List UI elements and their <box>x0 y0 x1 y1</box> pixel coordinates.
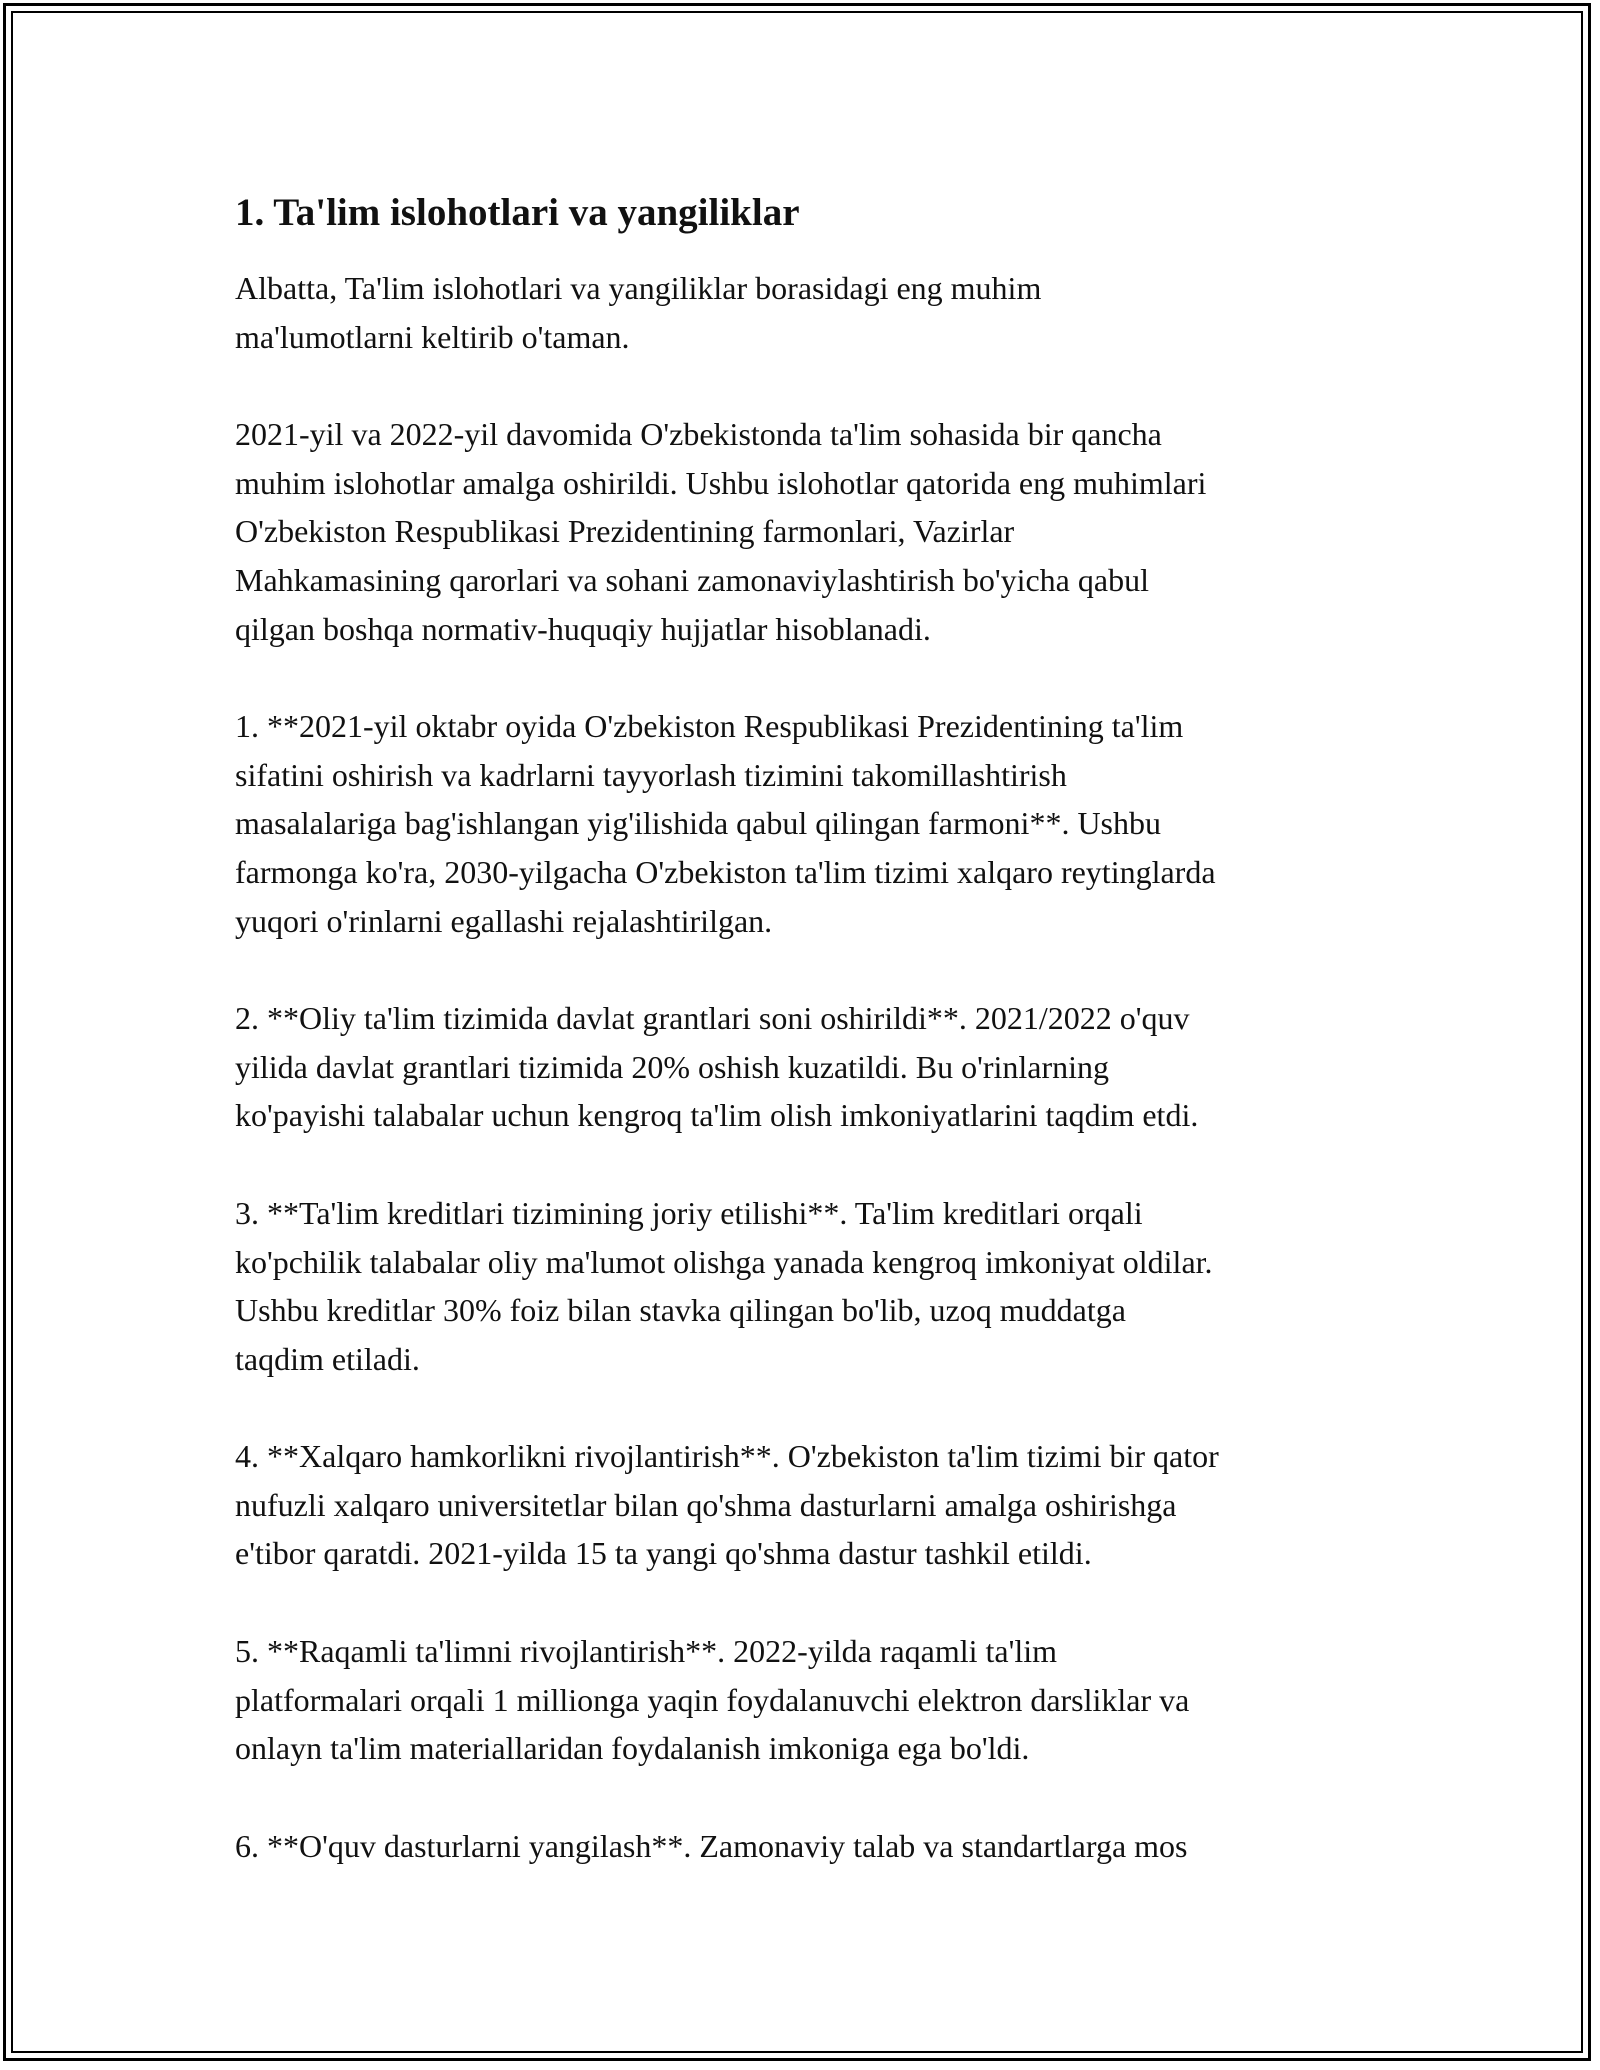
list-item-4: 4. **Xalqaro hamkorlikni rivojlantirish**. O'zbekiston ta'lim tizimi bir qator nufuzli xalqaro universitetlar bilan qo'shma dasturlarni amalga oshirishga e'tibor qaratdi. 2021-yilda 15 ta yangi qo'shma dastur tashkil etildi. <box>235 1438 1219 1572</box>
overview-paragraph: 2021-yil va 2022-yil davomida O'zbekistonda ta'lim sohasida bir qancha muhim islohotlar amalga oshirildi. Ushbu islohotlar qatorida eng muhimlari O'zbekiston Respublikasi Prezidentining farmonlari, Vazirlar Mahkamasining qarorlari va sohani zamonaviylashtirish bo'yicha qabul qilgan boshqa normativ-huquqiy hujjatlar hisoblanadi. <box>235 416 1207 647</box>
list-item-6: 6. **O'quv dasturlarni yangilash**. Zamonaviy talab va standartlarga mos <box>235 1827 1188 1864</box>
document-body <box>235 184 1375 1919</box>
section-heading: 1. Ta'lim islohotlari va yangiliklar <box>235 191 800 234</box>
list-item-5: 5. **Raqamli ta'limni rivojlantirish**. 2022-yilda raqamli ta'lim platformalari orqali 1 millionga yaqin foydalanuvchi elektron darsliklar va onlayn ta'lim materiallaridan foydalanish imkoniga ega bo'ldi. <box>235 1633 1190 1767</box>
list-item-3: 3. **Ta'lim kreditlari tizimining joriy etilishi**. Ta'lim kreditlari orqali ko'pchilik talabalar oliy ma'lumot olishga yanada kengroq imkoniyat oldilar. Ushbu kreditlar 30% foiz bilan stavka qilingan bo'lib, uzoq muddatga taqdim etiladi. <box>235 1194 1213 1377</box>
list-item-2: 2. **Oliy ta'lim tizimida davlat grantlari soni oshirildi**. 2021/2022 o'quv yilida davlat grantlari tizimida 20% oshish kuzatildi. Bu o'rinlarning ko'payishi talabalar uchun kengroq ta'lim olish imkoniyatlarini taqdim etdi. <box>235 1000 1199 1134</box>
intro-paragraph: Albatta, Ta'lim islohotlari va yangiliklar borasidagi eng muhim ma'lumotlarni keltirib o'taman. <box>235 270 1042 355</box>
list-item-1: 1. **2021-yil oktabr oyida O'zbekiston Respublikasi Prezidentining ta'lim sifatini oshirish va kadrlarni tayyorlash tizimini takomillashtirish masalalariga bag'ishlangan yig'ilishida qabul qilingan farmoni**. Ushbu farmonga ko'ra, 2030-yilgacha O'zbekiston ta'lim tizimi xalqaro reytinglarda yuqori o'rinlarni egallashi rejalashtirilgan. <box>235 708 1216 939</box>
